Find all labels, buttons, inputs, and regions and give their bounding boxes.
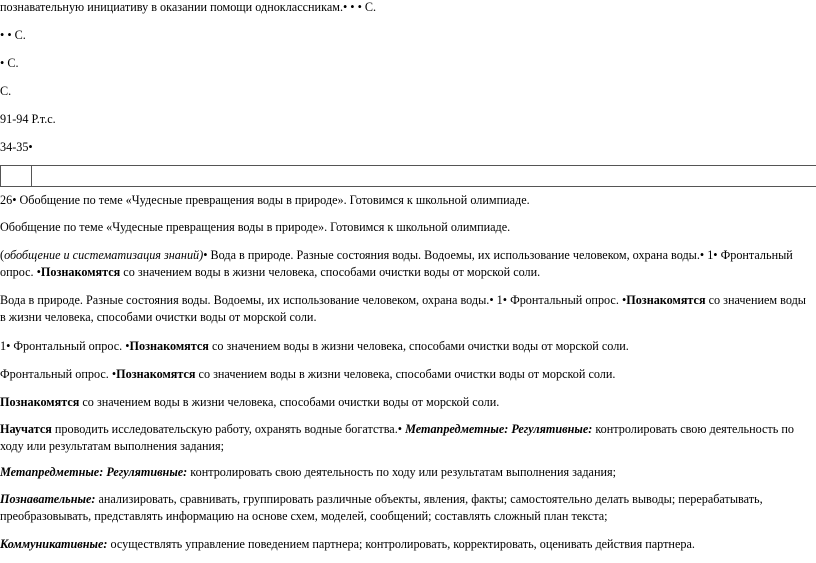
lesson-title: 26• Обобщение по теме «Чудесные превращения воды в природе». Готовимся к школьной олимпиаде. [0, 193, 530, 207]
table-border-middle [0, 186, 816, 187]
paragraph-9: Метапредметные: Регулятивные: контролировать свою деятельность по ходу или результатам выполнения задания; [0, 465, 616, 479]
paragraph-5: 1• Фронтальный опрос. •Познакомятся со значением воды в жизни человека, способами очистки воды от морской соли. [0, 339, 629, 353]
top-line-1: познавательную инициативу в оказании помощи одноклассникам.• • • С. [0, 0, 377, 14]
paragraph-8: Научатся проводить исследовательскую работу, охранять водные богатства.• Метапредметные: Регулятивные: контролировать свою деятельность по ходу или результатам выполнения задания; [0, 422, 794, 453]
paragraph-4: Вода в природе. Разные состояния воды. Водоемы, их использование человеком, охрана воды.• 1• Фронтальный опрос. •Познакомятся со значением воды в жизни человека, способами очистки воды от морской соли. [0, 293, 806, 324]
paragraph-10: Познавательные: анализировать, сравнивать, группировать различные объекты, явления, факты; самостоятельно делать выводы; перерабатывать, преобразовывать, представлять информацию на основе схем, моделей, сообщений; составлять сложный план текста; [0, 492, 763, 523]
lesson-title-repeat: Обобщение по теме «Чудесные превращения воды в природе». Готовимся к школьной олимпиаде. [0, 220, 511, 234]
paragraph-3: (обобщение и систематизация знаний)• Вода в природе. Разные состояния воды. Водоемы, их использование человеком, охрана воды.• 1• Фронтальный опрос. •Познакомятся со значением воды в жизни человека, способами очистки воды от морской соли. [0, 248, 793, 279]
paragraph-6: Фронтальный опрос. •Познакомятся со значением воды в жизни человека, способами очистки воды от морской соли. [0, 367, 616, 381]
table-border-top [0, 165, 816, 166]
paragraph-11: Коммуникативные: осуществлять управление поведением партнера; контролировать, корректировать, оценивать действия партнера. [0, 537, 695, 551]
top-line-4: С. [0, 84, 12, 98]
top-line-6: 34-35• [0, 140, 33, 154]
table-cell-divider [31, 165, 32, 187]
top-line-3: • С. [0, 56, 19, 70]
top-line-2: • • С. [0, 28, 26, 42]
paragraph-7: Познакомятся со значением воды в жизни человека, способами очистки воды от морской соли. [0, 395, 500, 409]
table-cell-divider-left [0, 165, 1, 187]
top-line-5: 91-94 Р.т.с. [0, 112, 56, 126]
